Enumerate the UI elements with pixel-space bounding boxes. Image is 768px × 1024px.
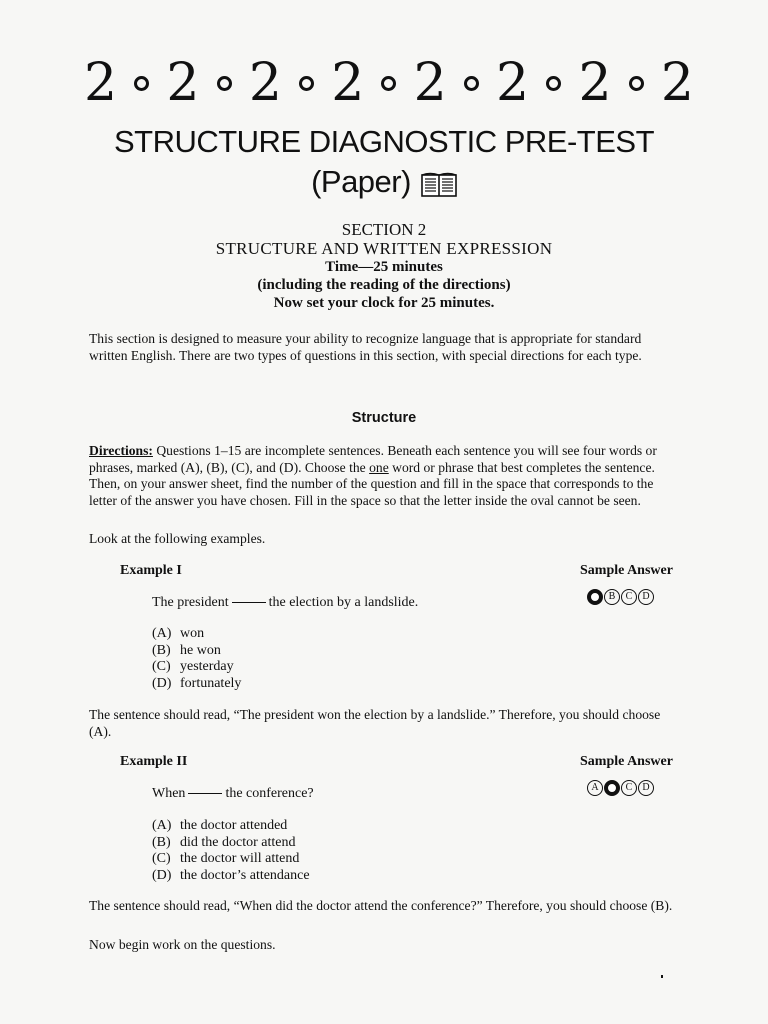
directions-label: Directions: bbox=[89, 443, 153, 458]
banner-digit: 2 bbox=[331, 53, 365, 113]
ring-icon bbox=[629, 76, 644, 91]
choice-item bbox=[152, 868, 310, 885]
example-2-stem-before: When bbox=[152, 786, 186, 801]
banner-digit: 2 bbox=[166, 53, 200, 113]
choice-letter: (C) bbox=[152, 851, 171, 866]
choice-item bbox=[152, 851, 310, 868]
example-2-stem bbox=[152, 786, 314, 802]
section-time: Time—25 minutes bbox=[325, 259, 443, 275]
section-name: STRUCTURE AND WRITTEN EXPRESSION bbox=[215, 239, 553, 258]
section-number: SECTION 2 bbox=[341, 220, 427, 239]
blank-line bbox=[232, 602, 266, 603]
ring-icon bbox=[134, 76, 149, 91]
example-1-stem-before: The president bbox=[152, 595, 229, 610]
example-2-choices bbox=[152, 818, 310, 884]
answer-bubble: C bbox=[621, 780, 637, 796]
choice-letter: (A) bbox=[152, 626, 172, 641]
answer-bubble: D bbox=[638, 780, 654, 796]
title-line-2-wrap bbox=[0, 162, 768, 202]
ring-icon bbox=[217, 76, 232, 91]
answer-bubble-filled bbox=[587, 589, 603, 605]
choice-letter: (B) bbox=[152, 642, 171, 658]
directions-emphasis: one bbox=[369, 459, 389, 475]
example-1-answer-bubbles bbox=[587, 589, 654, 605]
choice-text: the doctor attended bbox=[180, 818, 288, 833]
banner-digit: 2 bbox=[660, 53, 694, 113]
choice-item bbox=[152, 835, 310, 852]
title-line-1: STRUCTURE DIAGNOSTIC PRE-TEST bbox=[113, 124, 655, 159]
choice-item bbox=[152, 659, 241, 676]
choice-text: won bbox=[180, 626, 205, 641]
ring-icon bbox=[546, 76, 561, 91]
directions-text-a: Questions 1–15 are incomplete sentences. Beneath each sentence you will see four words or phrases, marked (A), (B), (C), and (D). Choose the bbox=[89, 443, 657, 475]
choice-text: he won bbox=[180, 642, 221, 658]
example-2-stem-after: the conference? bbox=[225, 786, 314, 801]
choice-letter: (A) bbox=[152, 818, 172, 833]
banner-digit: 2 bbox=[496, 53, 530, 113]
choice-letter: (C) bbox=[152, 659, 171, 674]
choice-item bbox=[152, 626, 241, 643]
answer-bubble: D bbox=[638, 589, 654, 605]
example-1-stem-after: the election by a landslide. bbox=[268, 595, 419, 610]
example-1-stem bbox=[152, 595, 418, 611]
section-clock: Now set your clock for 25 minutes. bbox=[273, 295, 495, 311]
directions-paragraph bbox=[89, 443, 679, 509]
answer-bubble: B bbox=[604, 589, 620, 605]
example-2-result: The sentence should read, “When did the doctor attend the conference?” Therefore, you should choose (B). bbox=[89, 898, 673, 913]
choice-text: did the doctor attend bbox=[180, 834, 296, 850]
page-banner bbox=[84, 52, 694, 114]
structure-heading: Structure bbox=[351, 410, 417, 426]
choice-text: the doctor’s attendance bbox=[180, 867, 310, 883]
choice-item bbox=[152, 818, 310, 835]
scan-speck bbox=[661, 975, 663, 978]
choice-letter: (B) bbox=[152, 834, 171, 850]
banner-digit: 2 bbox=[578, 53, 612, 113]
blank-line bbox=[188, 793, 222, 794]
ring-icon bbox=[381, 76, 396, 91]
ring-icon bbox=[299, 76, 314, 91]
answer-bubble: C bbox=[621, 589, 637, 605]
choice-text: fortunately bbox=[180, 675, 242, 691]
example-2-label: Example II bbox=[120, 754, 188, 769]
answer-bubble: A bbox=[587, 780, 603, 796]
answer-bubble-filled bbox=[604, 780, 620, 796]
examples-intro: Look at the following examples. bbox=[89, 531, 266, 546]
banner-digit: 2 bbox=[413, 53, 447, 113]
choice-item bbox=[152, 643, 241, 660]
banner-digit: 2 bbox=[84, 53, 118, 113]
example-1-choices bbox=[152, 626, 241, 692]
directions-text-b: word or phrase that best completes the sentence. Then, on your answer sheet, find the number of the question and fill in the space that corresponds to the letter of the answer you have chosen. Fill in the space so that the letter inside the oval cannot be seen. bbox=[89, 459, 655, 508]
title-line-2: (Paper) bbox=[311, 164, 411, 199]
example-2-answer-bubbles bbox=[587, 780, 654, 796]
example-1-label: Example I bbox=[120, 563, 182, 578]
choice-item bbox=[152, 676, 241, 693]
intro-paragraph: This section is designed to measure your ability to recognize language that is appropriate for standard written English. There are two types of questions in this section, with special directions for each type. bbox=[89, 331, 642, 363]
choice-text: yesterday bbox=[180, 659, 234, 674]
section-note: (including the reading of the directions) bbox=[257, 277, 511, 293]
book-icon bbox=[421, 168, 457, 194]
ring-icon bbox=[464, 76, 479, 91]
example-2-sample-label: Sample Answer bbox=[580, 754, 673, 769]
banner-digit: 2 bbox=[248, 53, 282, 113]
begin-instruction: Now begin work on the questions. bbox=[89, 937, 276, 952]
page-title bbox=[0, 122, 768, 202]
choice-text: the doctor will attend bbox=[180, 851, 300, 866]
example-1-sample-label: Sample Answer bbox=[580, 563, 673, 578]
example-1-result: The sentence should read, “The president won the election by a landslide.” Therefore, you should choose (A). bbox=[89, 707, 661, 739]
choice-letter: (D) bbox=[152, 675, 172, 691]
section-header bbox=[0, 220, 768, 312]
choice-letter: (D) bbox=[152, 867, 172, 883]
